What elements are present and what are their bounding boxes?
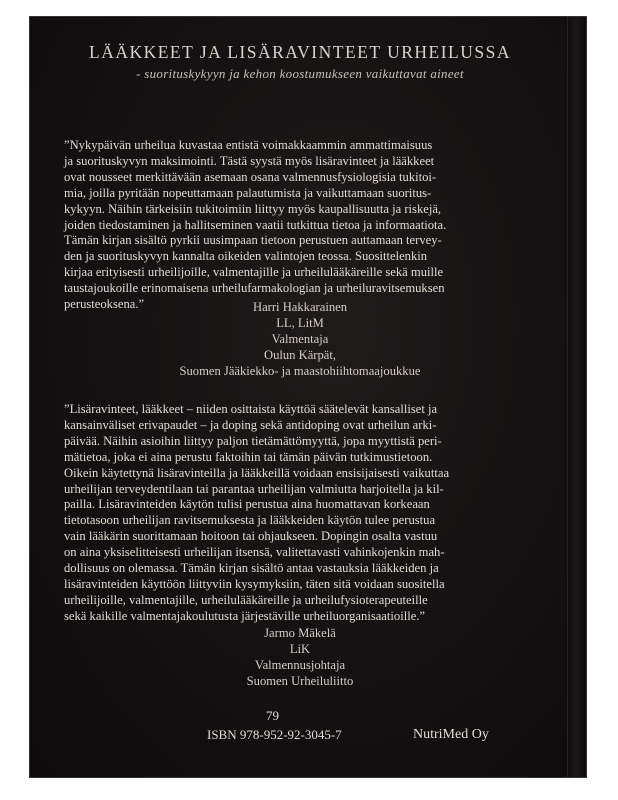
- quote-line: kansainväliset erivapaudet – ja doping sekä antidoping ovat urheilun arki-: [64, 417, 437, 432]
- quote-line: on aina yksiselitteisesti urheilijan itsensä, valitettavasti vahinkojenkin mah-: [64, 545, 445, 560]
- quote-line: pailla. Lisäravinteiden käytön tulisi perustua aina huomattavan korkeaan: [64, 497, 430, 512]
- endorser-role: Valmentaja: [271, 332, 329, 347]
- quote-line: Tämän kirjan sisältö pyrkii uusimpaan tietoon perustuen auttamaan tervey-: [64, 233, 442, 248]
- endorser-name: Jarmo Mäkelä: [264, 626, 336, 640]
- quote-line: päivää. Näihin asioihin liittyy paljon tietämättömyyttä, jopa myyttistä peri-: [64, 433, 442, 448]
- quote-line: tietotasoon urheilijan ravitsemuksesta ja lääkkeiden käytön tulee perustua: [64, 513, 436, 528]
- quote-line: sekä kaikille valmentajakoulutusta järjestäville urheiluorganisaatioille.”: [64, 608, 426, 623]
- quote-line: vain lääkärin suorittamaan hoitoon tai ohjaukseen. Dopingin osalta vastuu: [64, 529, 438, 544]
- quote-line: mätietoa, joka ei aina perustu faktoihin tai tämän päivän tutkimustietoon.: [64, 449, 433, 464]
- endorser-organization: Suomen Urheiluliitto: [246, 674, 354, 689]
- endorser-signature-1: [30, 299, 570, 379]
- quote-line: kykyyn. Näihin tärkeisiin tukitoimiin liittyy myös kaupallisuutta ja riskejä,: [64, 201, 442, 216]
- quote-line: perusteoksena.”: [64, 297, 145, 312]
- endorser-team: Oulun Kärpät,: [263, 348, 337, 363]
- quote-line: dollisuus on olemassa. Tämän kirjan sisältö antaa vastauksia lääkkeiden ja: [64, 561, 439, 576]
- quote-line: mia, joilla pyritään nopeuttamaan palautumista ja vaikuttamaan suoritus-: [64, 185, 432, 200]
- quote-line: Oikein käytettynä lisäravinteilla ja lääkkeillä voidaan ensisijaisesti vaikuttaa: [64, 465, 450, 480]
- publisher-name: NutriMed Oy: [413, 727, 489, 742]
- quote-line: joiden tiedostaminen ja hallitseminen vaatii tutkittua tietoa ja informaatiota.: [64, 217, 447, 232]
- book-subtitle: - suorituskykyyn ja kehon koostumukseen vaikuttavat aineet: [136, 66, 464, 81]
- endorser-team: Suomen Jääkiekko- ja maastohiihtomaajoukkue: [179, 364, 421, 379]
- page-count: 79: [266, 708, 279, 723]
- quote-line: kirjaa erityisesti urheilijoille, valmentajille ja urheilulääkäreille sekä muille: [64, 265, 444, 280]
- endorser-role: Valmennusjohtaja: [254, 658, 346, 673]
- endorsement-quote-2: [64, 402, 544, 625]
- quote-line: urheilijan terveydentilaan tai parantaa urheilijan valmiutta harjoitella ja kil-: [64, 481, 444, 496]
- isbn-number: ISBN 978-952-92-3045-7: [207, 727, 342, 742]
- book-back-cover: [30, 17, 586, 777]
- endorser-degree: LL, LitM: [276, 316, 324, 331]
- endorser-name: Harri Hakkarainen: [252, 300, 348, 314]
- quote-line: lisäravinteiden käyttöön liittyviin kysymyksiin, täten sitä voidaan suositella: [64, 576, 445, 591]
- endorsement-quote-1: [64, 138, 544, 313]
- quote-line: ”Nykypäivän urheilua kuvastaa entistä voimakkaammin ammattimaisuus: [64, 138, 433, 152]
- quote-line: den ja suorituskyvyn kannalta oikeiden valintojen teossa. Suosittelenkin: [64, 249, 428, 264]
- book-title: LÄÄKKEET JA LISÄRAVINTEET URHEILUSSA: [89, 42, 511, 62]
- quote-line: urheilijoille, valmentajille, urheilulääkäreille ja urheilufysioterapeuteille: [64, 592, 428, 607]
- endorser-signature-2: [30, 625, 570, 689]
- endorser-degree: LiK: [289, 642, 311, 657]
- quote-line: ovat nousseet merkittävään asemaan osana valmennusfysiologisia tukitoi-: [64, 169, 437, 184]
- quote-line: ja suorituskyvyn maksimointi. Tästä syystä myös lisäravinteet ja lääkkeet: [64, 153, 435, 168]
- quote-line: taustajoukoille erinomaisena urheilufarmakologian ja urheiluravitsemuksen: [64, 281, 445, 296]
- quote-line: ”Lisäravinteet, lääkkeet – niiden osittaista käyttöä säätelevät kansalliset ja: [64, 402, 438, 416]
